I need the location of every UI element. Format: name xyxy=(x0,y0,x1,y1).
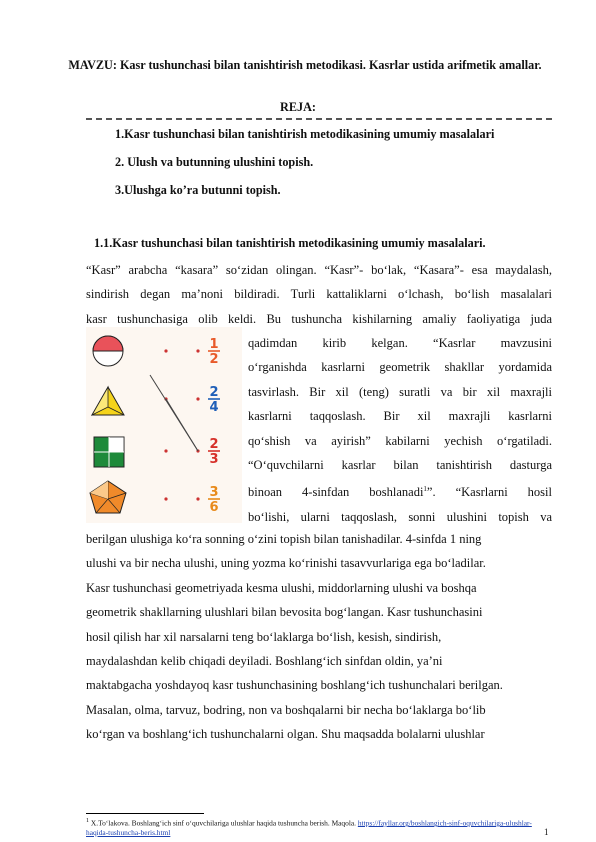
fraction-denominator: 6 xyxy=(209,500,219,515)
dot-marker xyxy=(196,497,199,500)
text-line: kasr tushunchasiga olib keldi. Bu tushuncha kishilarning amaliy faoliyatiga juda xyxy=(86,311,552,326)
text-line: qadimdan kirib kelgan. “Kasrlar mavzusini xyxy=(248,336,552,350)
paragraph-intro xyxy=(86,258,552,331)
footnote-link[interactable]: https://fayllar.org/boshlangich-sinf-oquvchilariga-ulushlar-haqida-tushuncha-beris.html xyxy=(86,818,532,837)
fraction-numerator: 2 xyxy=(209,437,219,452)
fraction-denominator: 2 xyxy=(209,352,219,367)
text-line: maktabgacha yoshdayoq kasr tushunchasining boshlang‘ich tushunchalari berilgan. xyxy=(86,678,503,693)
text-line-with-footnote xyxy=(248,477,552,505)
dot-marker xyxy=(164,349,167,352)
text-line: sindirish degan ma’noni bildiradi. Turli kattaliklarni o‘lchash, bo‘lish masalalari xyxy=(86,287,552,302)
dot-marker xyxy=(164,497,167,500)
dot-marker xyxy=(196,397,199,400)
text-line: berilgan ulushiga ko‘ra sonning o‘zini topish bilan tanishadilar. 4-sinfda 1 ning xyxy=(86,532,482,546)
fraction-denominator: 3 xyxy=(209,452,219,467)
text-fragment: binoan 4-sinfdan boshlanadi xyxy=(248,485,424,500)
plan-item-3: 3.Ulushga ko’ra butunni topish. xyxy=(115,183,281,197)
plan-heading: REJA: xyxy=(280,100,316,114)
fraction-figure xyxy=(86,327,242,523)
section-heading: 1.1.Kasr tushunchasi bilan tanishtirish metodikasining umumiy masalalari. xyxy=(94,236,486,250)
text-fragment: ”. “Kasrlarni hosil xyxy=(426,485,552,500)
fraction-numerator: 1 xyxy=(209,337,219,352)
plan-item-2: 2. Ulush va butunning ulushini topish. xyxy=(115,155,314,169)
text-line: tasvirlash. Bir xil (teng) suratli va bir xil maxrajli xyxy=(248,384,552,399)
text-line: ko‘rgan va boshlang‘ich tushunchalarni olgan. Shu maqsadda bolalarni ulushlar xyxy=(86,727,485,742)
fraction-denominator: 4 xyxy=(209,400,219,415)
footnote-divider xyxy=(86,813,204,814)
footnote-mark: 1 xyxy=(86,818,90,824)
text-line: Masalan, olma, tarvuz, bodring, non va boshqalarni bir necha bo‘laklarga bo‘lib xyxy=(86,702,486,717)
footnote xyxy=(86,817,552,837)
dot-marker xyxy=(164,449,167,452)
text-line: qo‘shish va ayirish” kabilarni yechish o‘rgatiladi. xyxy=(248,433,552,448)
paragraph-side xyxy=(248,331,552,529)
paragraph-main xyxy=(86,527,552,747)
text-line: bo‘lishi, ularni taqqoslash, sonni ulushini topish va xyxy=(248,510,552,524)
text-line: ulushi va bir necha ulushi, uning yozma ko‘rinishi tasavvurlariga ega bo‘ladilar. xyxy=(86,556,486,571)
heading-divider xyxy=(86,118,552,120)
fraction-numerator: 3 xyxy=(209,485,219,500)
page-number: 1 xyxy=(544,827,549,837)
dot-marker xyxy=(196,349,199,352)
text-line: o‘rganishda kasrlarni geometrik shakllar yordamida xyxy=(248,360,552,375)
square-shape xyxy=(94,437,124,467)
page-title: MAVZU: Kasr tushunchasi bilan tanishtirish metodikasi. Kasrlar ustida arifmetik amallar. xyxy=(68,58,542,72)
footnote-ref[interactable]: 1 xyxy=(423,485,427,494)
text-line: kasrlarni taqqoslash. Bir xil maxrajli kasrlarni xyxy=(248,409,552,424)
text-line: maydalashdan kelib chiqadi deyiladi. Boshlang‘ich sinfdan oldin, ya’ni xyxy=(86,654,443,669)
footnote-text: X.To‘lakova. Boshlang‘ich sinf o‘quvchilariga ulushlar haqida tushuncha berish. Maqola. xyxy=(89,818,358,828)
plan-item-1: 1.Kasr tushunchasi bilan tanishtirish metodikasining umumiy masalalari xyxy=(115,127,495,141)
fraction-numerator: 2 xyxy=(209,385,219,400)
half-circle-shape xyxy=(93,336,123,366)
text-line: “Kasr” arabcha “kasara” so‘zidan olingan. “Kasr”- bo‘lak, “Kasara”- esa maydalash, xyxy=(86,263,552,277)
text-line: geometrik shakllarning ulushlari bilan bevosita bog‘langan. Kasr tushunchasini xyxy=(86,605,483,620)
text-line: Kasr tushunchasi geometriyada kesma ulushi, middorlarning ulushi va boshqa xyxy=(86,580,477,595)
text-line: hosil qilish har xil narsalarni teng bo‘laklarga bo‘lish, kesish, sindirish, xyxy=(86,629,442,644)
text-line: “O‘quvchilarni kasrlar bilan tanishtirish dasturga xyxy=(248,458,552,473)
